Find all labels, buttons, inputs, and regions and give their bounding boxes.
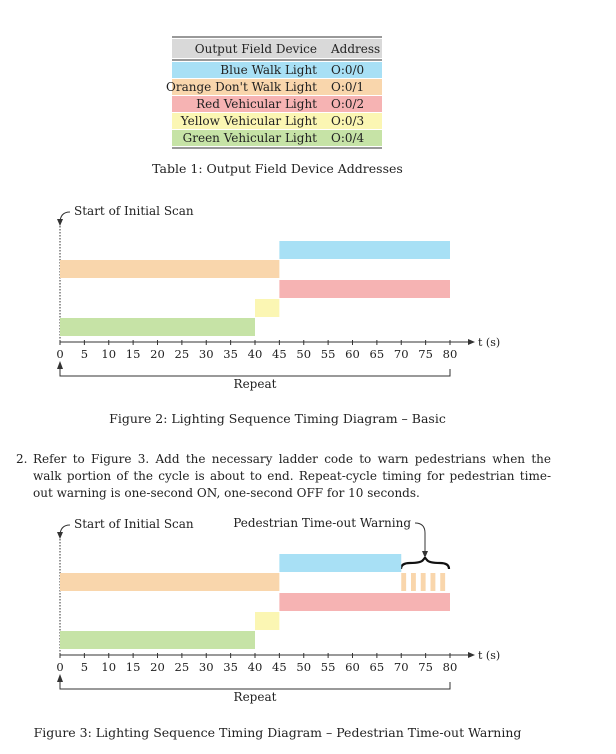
axis-tick-label: 15 bbox=[125, 347, 141, 361]
axis-tick-label: 50 bbox=[296, 347, 312, 361]
orange-don-t-walk-light-bar bbox=[421, 573, 426, 591]
blue-walk-light-bar bbox=[279, 241, 450, 259]
start-scan-label: Start of Initial Scan bbox=[74, 517, 194, 531]
repeat-arrowhead bbox=[57, 674, 63, 682]
axis-tick-label: 15 bbox=[125, 660, 141, 674]
question-text: Refer to Figure 3. Add the necessary ladder code to warn pedestrians when the walk portion of the cycle is about to end. Repeat-cycle timing for pedestrian time-out warning is one-second ON, one-second OFF for 10 seconds. bbox=[33, 452, 551, 500]
question-number: 2. bbox=[16, 452, 28, 466]
table-cell-address: O:0/0 bbox=[331, 63, 365, 77]
orange-don-t-walk-light-bar bbox=[401, 573, 406, 591]
axis-tick-label: 40 bbox=[247, 347, 263, 361]
axis-tick-label: 70 bbox=[393, 660, 409, 674]
figure2-timing-diagram bbox=[0, 195, 616, 395]
table-cell-device: Green Vehicular Light bbox=[182, 131, 317, 145]
axis-tick-label: 75 bbox=[418, 660, 433, 674]
axis-tick-label: 25 bbox=[174, 660, 190, 674]
repeat-bracket bbox=[60, 682, 450, 689]
green-vehicular-light-bar bbox=[60, 318, 255, 336]
warning-arrowhead bbox=[422, 551, 428, 558]
axis-tick-label: 10 bbox=[101, 660, 117, 674]
table-header-device: Output Field Device bbox=[194, 42, 317, 56]
axis-tick-label: 20 bbox=[150, 347, 165, 361]
figure3-timing-diagram bbox=[0, 508, 616, 708]
axis-tick-label: 5 bbox=[80, 660, 89, 674]
axis-tick-label: 25 bbox=[174, 347, 190, 361]
axis-tick-label: 35 bbox=[223, 347, 238, 361]
axis-tick-label: 30 bbox=[198, 660, 214, 674]
repeat-label: Repeat bbox=[233, 377, 277, 391]
orange-don-t-walk-light-bar bbox=[440, 573, 445, 591]
table-cell-address: O:0/2 bbox=[331, 97, 365, 111]
axis-tick-label: 65 bbox=[369, 347, 385, 361]
start-scan-label: Start of Initial Scan bbox=[74, 204, 194, 218]
warning-arrow-line bbox=[415, 523, 425, 552]
start-arrowhead bbox=[57, 532, 63, 539]
axis-tick-label: 80 bbox=[442, 347, 458, 361]
axis-tick-label: 80 bbox=[442, 660, 458, 674]
axis-tick-label: 55 bbox=[320, 347, 336, 361]
axis-tick-label: 65 bbox=[369, 660, 385, 674]
time-axis-label: t (s) bbox=[478, 336, 501, 349]
axis-tick-label: 10 bbox=[101, 347, 117, 361]
axis-tick-label: 60 bbox=[345, 660, 360, 674]
repeat-bracket bbox=[60, 369, 450, 376]
address-table bbox=[0, 0, 616, 180]
orange-don-t-walk-light-bar bbox=[431, 573, 436, 591]
figure3-caption: Figure 3: Lighting Sequence Timing Diagram – Pedestrian Time-out Warning bbox=[33, 725, 522, 740]
orange-don-t-walk-light-bar bbox=[411, 573, 416, 591]
axis-tick-label: 45 bbox=[272, 660, 287, 674]
time-axis-arrowhead bbox=[468, 339, 475, 345]
axis-tick-label: 0 bbox=[56, 347, 64, 361]
orange-don-t-walk-light-bar bbox=[60, 573, 279, 591]
time-axis-label: t (s) bbox=[478, 649, 501, 662]
green-vehicular-light-bar bbox=[60, 631, 255, 649]
figure2-caption: Figure 2: Lighting Sequence Timing Diagram – Basic bbox=[109, 411, 446, 426]
axis-tick-label: 0 bbox=[56, 660, 64, 674]
table-cell-device: Orange Don't Walk Light bbox=[166, 80, 317, 94]
table-cell-address: O:0/3 bbox=[331, 114, 365, 128]
warning-brace bbox=[401, 557, 449, 569]
start-arrowhead bbox=[57, 219, 63, 226]
axis-tick-label: 55 bbox=[320, 660, 336, 674]
axis-tick-label: 45 bbox=[272, 347, 287, 361]
table-cell-address: O:0/4 bbox=[331, 131, 365, 145]
time-axis-arrowhead bbox=[468, 652, 475, 658]
table-cell-address: O:0/1 bbox=[331, 80, 365, 94]
yellow-vehicular-light-bar bbox=[255, 612, 279, 630]
table-cell-device: Red Vehicular Light bbox=[196, 97, 317, 111]
repeat-arrowhead bbox=[57, 361, 63, 369]
table-caption: Table 1: Output Field Device Addresses bbox=[152, 161, 403, 176]
table-cell-device: Blue Walk Light bbox=[220, 63, 317, 77]
axis-tick-label: 5 bbox=[80, 347, 89, 361]
axis-tick-label: 70 bbox=[393, 347, 409, 361]
blue-walk-light-bar bbox=[279, 554, 401, 572]
red-vehicular-light-bar bbox=[279, 280, 450, 298]
warning-label: Pedestrian Time-out Warning bbox=[233, 516, 411, 530]
table-cell-device: Yellow Vehicular Light bbox=[180, 114, 317, 128]
yellow-vehicular-light-bar bbox=[255, 299, 279, 317]
axis-tick-label: 30 bbox=[198, 347, 214, 361]
table-header-address: Address bbox=[331, 42, 381, 56]
axis-tick-label: 75 bbox=[418, 347, 433, 361]
red-vehicular-light-bar bbox=[279, 593, 450, 611]
axis-tick-label: 50 bbox=[296, 660, 312, 674]
axis-tick-label: 40 bbox=[247, 660, 263, 674]
axis-tick-label: 20 bbox=[150, 660, 165, 674]
repeat-label: Repeat bbox=[233, 690, 277, 704]
orange-don-t-walk-light-bar bbox=[60, 260, 279, 278]
axis-tick-label: 35 bbox=[223, 660, 238, 674]
axis-tick-label: 60 bbox=[345, 347, 360, 361]
